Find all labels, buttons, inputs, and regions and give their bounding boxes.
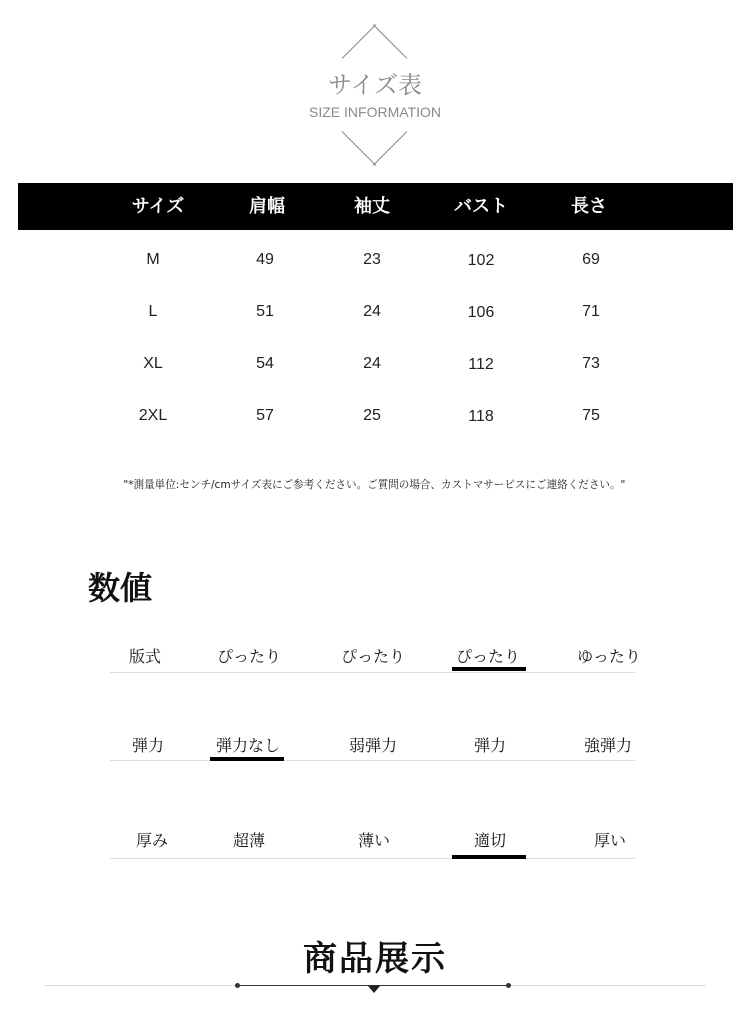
table-cell: L	[148, 303, 158, 320]
table-cell: XL	[143, 355, 163, 372]
measurement-note: "*測量単位:センチ/cmサイズ表にご参考ください。ご質問の場合、カストマサービスにご連絡ください。"	[123, 478, 626, 491]
rating-selected-bar	[210, 757, 284, 761]
rating-option-selected: 弾力なし	[215, 736, 280, 755]
table-cell: 25	[363, 407, 381, 424]
rating-option-selected: 適切	[473, 831, 506, 850]
header-cell-size: サイズ	[131, 196, 185, 217]
ornament-line-right-light	[509, 985, 706, 986]
rating-divider	[110, 858, 635, 859]
rating-option: ゆったり	[577, 647, 641, 666]
table-cell: 118	[468, 408, 494, 425]
emblem-line-bottom-left	[342, 131, 377, 166]
rating-label: 厚み	[135, 831, 168, 850]
rating-option: ぴったり	[340, 647, 405, 666]
table-cell: M	[146, 251, 160, 268]
size-title: サイズ表	[327, 71, 423, 99]
rating-option: ぴったり	[216, 647, 281, 666]
header-cell-shoulder: 肩幅	[249, 196, 285, 217]
header-cell-sleeve: 袖丈	[354, 196, 390, 217]
ratings-title: 数値	[88, 569, 153, 607]
rating-selected-bar	[452, 855, 526, 859]
emblem-line-top-left	[342, 24, 377, 59]
table-cell: 69	[582, 251, 600, 268]
rating-selected-bar	[452, 667, 526, 671]
ornament-triangle	[368, 986, 380, 993]
table-cell: 57	[256, 407, 274, 424]
rating-option: 薄い	[357, 831, 390, 850]
table-cell: 102	[467, 252, 495, 269]
table-cell: 73	[582, 355, 600, 372]
rating-option: 弱弾力	[348, 736, 397, 755]
table-cell: 49	[256, 251, 274, 268]
rating-divider	[110, 760, 635, 761]
ornament-dot-left	[235, 983, 240, 988]
table-cell: 112	[468, 356, 494, 373]
emblem-line-bottom-right	[373, 131, 408, 166]
table-cell: 71	[582, 303, 600, 320]
rating-option: 強弾力	[583, 736, 632, 755]
rating-label: 弾力	[131, 736, 164, 755]
table-cell: 24	[363, 303, 381, 320]
size-subtitle: SIZE INFORMATION	[309, 104, 441, 120]
table-cell: 75	[582, 407, 600, 424]
rating-option-selected: ぴったり	[455, 647, 520, 666]
table-cell: 2XL	[138, 407, 168, 424]
rating-label: 版式	[128, 647, 161, 666]
header-cell-bust: バスト	[454, 196, 508, 217]
table-cell: 51	[256, 303, 274, 320]
table-cell: 23	[363, 251, 381, 268]
table-cell: 106	[467, 304, 495, 321]
product-display-title: 商品展示	[303, 939, 447, 979]
size-table-header	[18, 183, 733, 230]
rating-option: 弾力	[473, 736, 506, 755]
header-cell-length: 長さ	[571, 196, 607, 217]
emblem-line-top-right	[373, 24, 408, 59]
rating-option: 超薄	[232, 831, 265, 850]
ornament-dot-right	[506, 983, 511, 988]
table-cell: 24	[363, 355, 381, 372]
table-cell: 54	[256, 355, 274, 372]
ornament-line-left-light	[44, 985, 239, 986]
rating-option: 厚い	[593, 831, 626, 850]
rating-divider	[110, 672, 635, 673]
